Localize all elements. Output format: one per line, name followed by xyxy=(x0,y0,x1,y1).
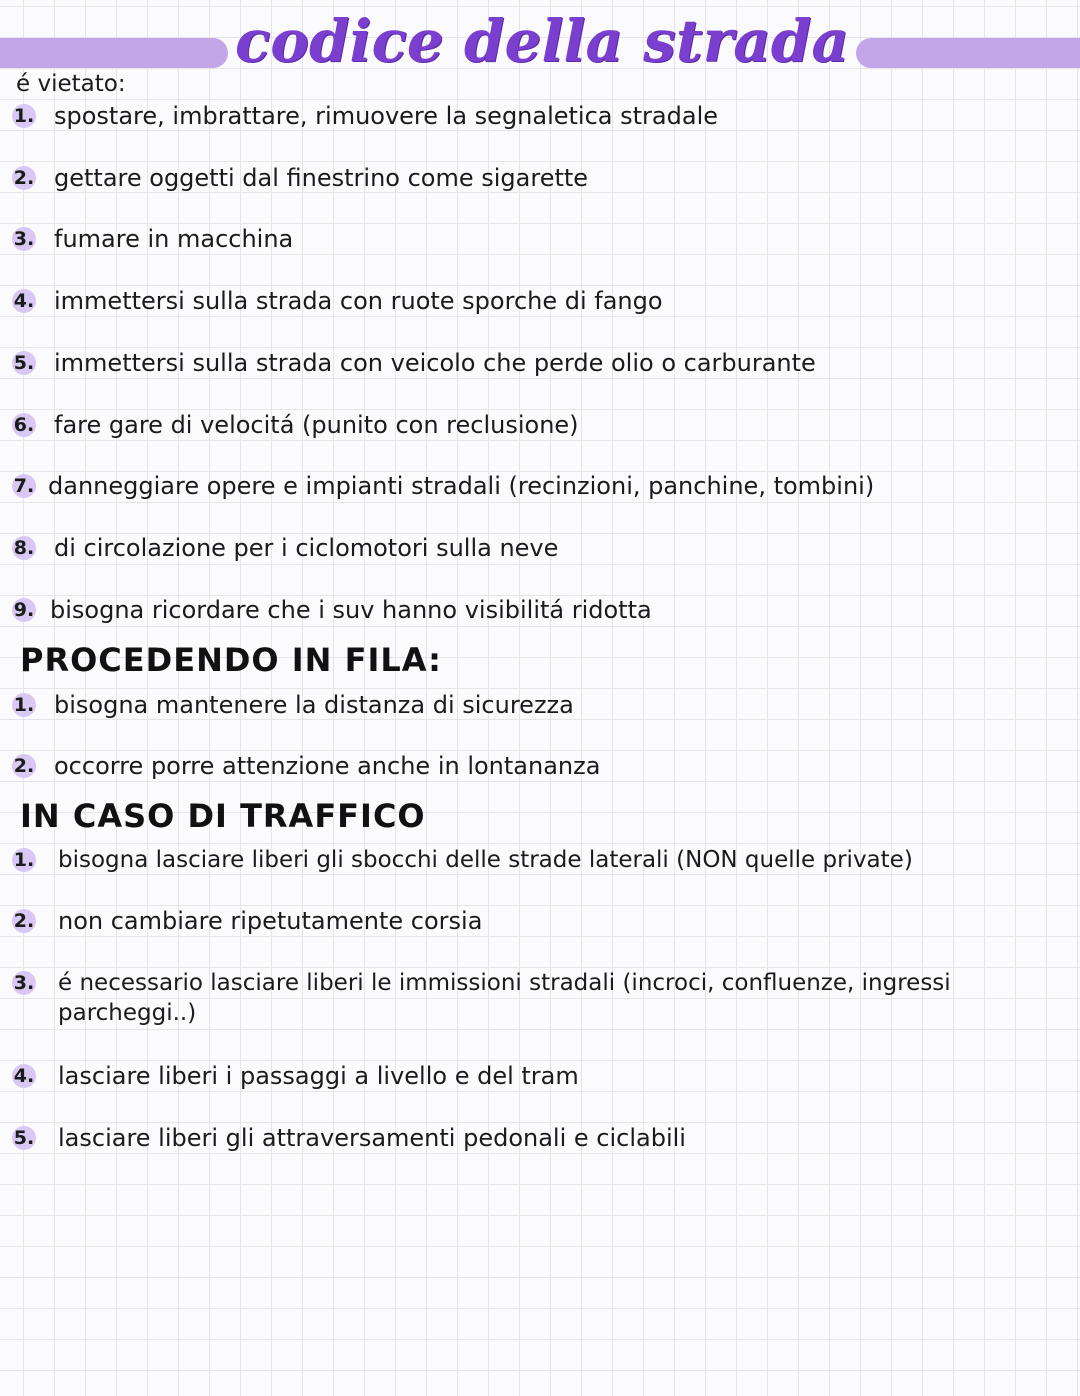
item-text: danneggiare opere e impianti stradali (recinzioni, panchine, tombini) xyxy=(48,472,875,500)
item-text: bisogna ricordare che i suv hanno visibilitá ridotta xyxy=(50,596,652,624)
item-number: 6. xyxy=(13,414,35,436)
item-number: 3. xyxy=(13,972,35,994)
item-number: 5. xyxy=(13,1127,35,1149)
item-text: immettersi sulla strada con veicolo che perde olio o carburante xyxy=(54,349,816,377)
item-number: 1. xyxy=(13,105,35,127)
item-text: occorre porre attenzione anche in lontananza xyxy=(54,752,601,780)
page-title: codice della strada xyxy=(234,7,849,75)
section-heading-traffico: IN CASO DI TRAFFICO xyxy=(20,797,426,835)
item-number: 1. xyxy=(13,849,35,871)
item-number: 3. xyxy=(13,228,35,250)
item-text: é necessario lasciare liberi le immissioni stradali (incroci, confluenze, ingressi parcheggi..) xyxy=(58,970,951,1026)
item-text: fumare in macchina xyxy=(54,225,294,253)
header xyxy=(0,0,1080,90)
section-heading-fila: PROCEDENDO IN FILA: xyxy=(20,641,442,679)
item-text: bisogna lasciare liberi gli sbocchi delle strade laterali (NON quelle private) xyxy=(58,847,913,873)
item-text: di circolazione per i ciclomotori sulla neve xyxy=(54,534,559,562)
item-text: immettersi sulla strada con ruote sporche di fango xyxy=(54,287,663,315)
item-number: 8. xyxy=(13,537,35,559)
item-number: 7. xyxy=(13,475,35,497)
item-number: 2. xyxy=(13,910,35,932)
item-number: 1. xyxy=(13,694,35,716)
item-number: 9. xyxy=(13,599,35,621)
item-text: lasciare liberi gli attraversamenti pedonali e ciclabili xyxy=(58,1124,686,1152)
item-number: 4. xyxy=(13,290,35,312)
item-text: gettare oggetti dal finestrino come sigarette xyxy=(54,164,589,192)
item-number: 5. xyxy=(13,352,35,374)
intro-label: é vietato: xyxy=(16,71,126,97)
title-bar-right xyxy=(856,38,1080,68)
item-number: 2. xyxy=(13,167,35,189)
item-number: 4. xyxy=(13,1065,35,1087)
title-bar-left xyxy=(0,38,228,68)
item-text: bisogna mantenere la distanza di sicurezza xyxy=(54,691,574,719)
item-text: lasciare liberi i passaggi a livello e del tram xyxy=(58,1062,579,1090)
item-number: 2. xyxy=(13,755,35,777)
item-text: fare gare di velocitá (punito con reclusione) xyxy=(54,411,579,439)
item-text: spostare, imbrattare, rimuovere la segnaletica stradale xyxy=(54,102,718,130)
item-text: non cambiare ripetutamente corsia xyxy=(58,907,483,935)
